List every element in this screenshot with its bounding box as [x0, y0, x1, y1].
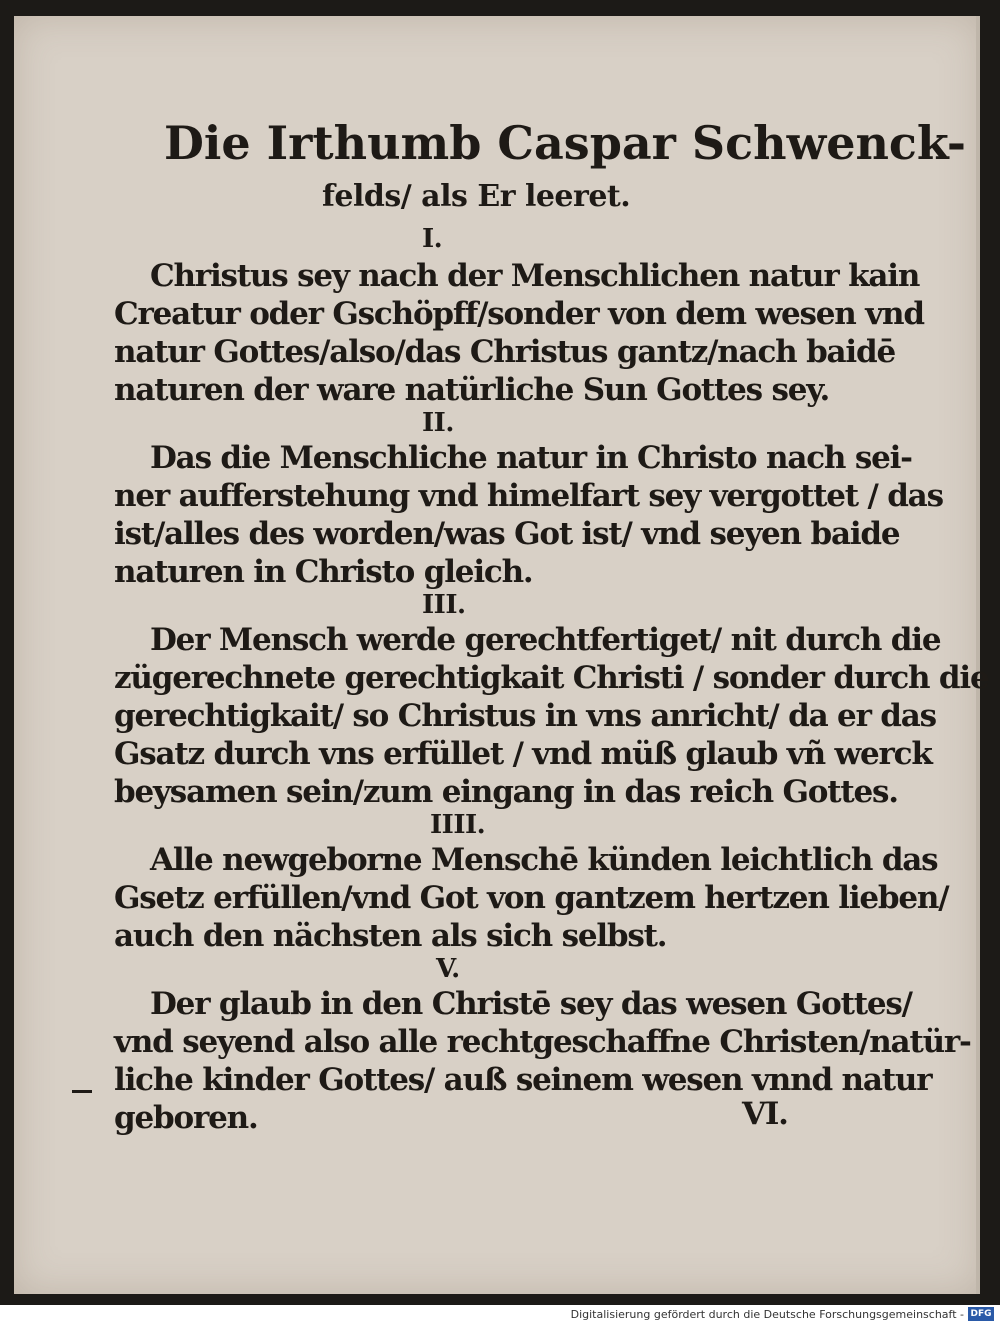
text-line: liche kinder Gottes/ auß seinem wesen vnnd natur: [114, 1062, 932, 1098]
text-line: zügerechnete gerechtigkait Christi / sonder durch die: [114, 660, 989, 696]
text-line: Alle newgeborne Menschē künden leichtlich das: [150, 842, 938, 878]
book-page: [14, 16, 989, 1294]
text-line: Gsatz durch vns erfüllet / vnd müß glaub vñ werck: [114, 736, 932, 772]
text-line: naturen in Christo gleich.: [114, 554, 533, 590]
text-line: auch den nächsten als sich selbst.: [114, 918, 667, 954]
section-numeral-2: II.: [422, 408, 454, 438]
page-subtitle: felds/ als Er leeret.: [322, 179, 631, 214]
funding-notice: Digitalisierung gefördert durch die Deutsche Forschungsgemeinschaft -: [570, 1308, 964, 1321]
text-line: Der glaub in den Christē sey das wesen Gottes/: [150, 986, 912, 1022]
section-numeral-3: III.: [422, 590, 466, 620]
text-line: geboren.: [114, 1100, 258, 1136]
text-line: Gsetz erfüllen/vnd Got von gantzem hertzen lieben/: [114, 880, 949, 916]
text-line: Christus sey nach der Menschlichen natur kain: [150, 258, 920, 294]
text-line: Das die Menschliche natur in Christo nach sei-: [150, 440, 912, 476]
text-line: Der Mensch werde gerechtfertiget/ nit durch die: [150, 622, 941, 658]
text-line: natur Gottes/also/das Christus gantz/nach baidē: [114, 334, 896, 370]
dfg-logo-icon: DFG: [968, 1307, 994, 1321]
text-line: Creatur oder Gschöpff/sonder von dem wesen vnd: [114, 296, 924, 332]
catchword: VI.: [742, 1096, 788, 1132]
page-edge: [976, 16, 980, 1294]
page-title: Die Irthumb Caspar Schwenck-: [164, 116, 967, 170]
section-numeral-4: IIII.: [430, 810, 486, 840]
text-line: naturen der ware natürliche Sun Gottes sey.: [114, 372, 830, 408]
footer-bar: [0, 1305, 1000, 1325]
section-numeral-1: I.: [422, 224, 443, 254]
marginal-mark: [72, 1090, 92, 1093]
text-line: vnd seyend also alle rechtgeschaffne Christen/natür-: [114, 1024, 971, 1060]
text-line: gerechtigkait/ so Christus in vns anricht/ da er das: [114, 698, 936, 734]
text-line: ner aufferstehung vnd himelfart sey vergottet / das: [114, 478, 943, 514]
text-line: ist/alles des worden/was Got ist/ vnd seyen baide: [114, 516, 900, 552]
text-line: beysamen sein/zum eingang in das reich Gottes.: [114, 774, 898, 810]
section-numeral-5: V.: [436, 954, 460, 984]
